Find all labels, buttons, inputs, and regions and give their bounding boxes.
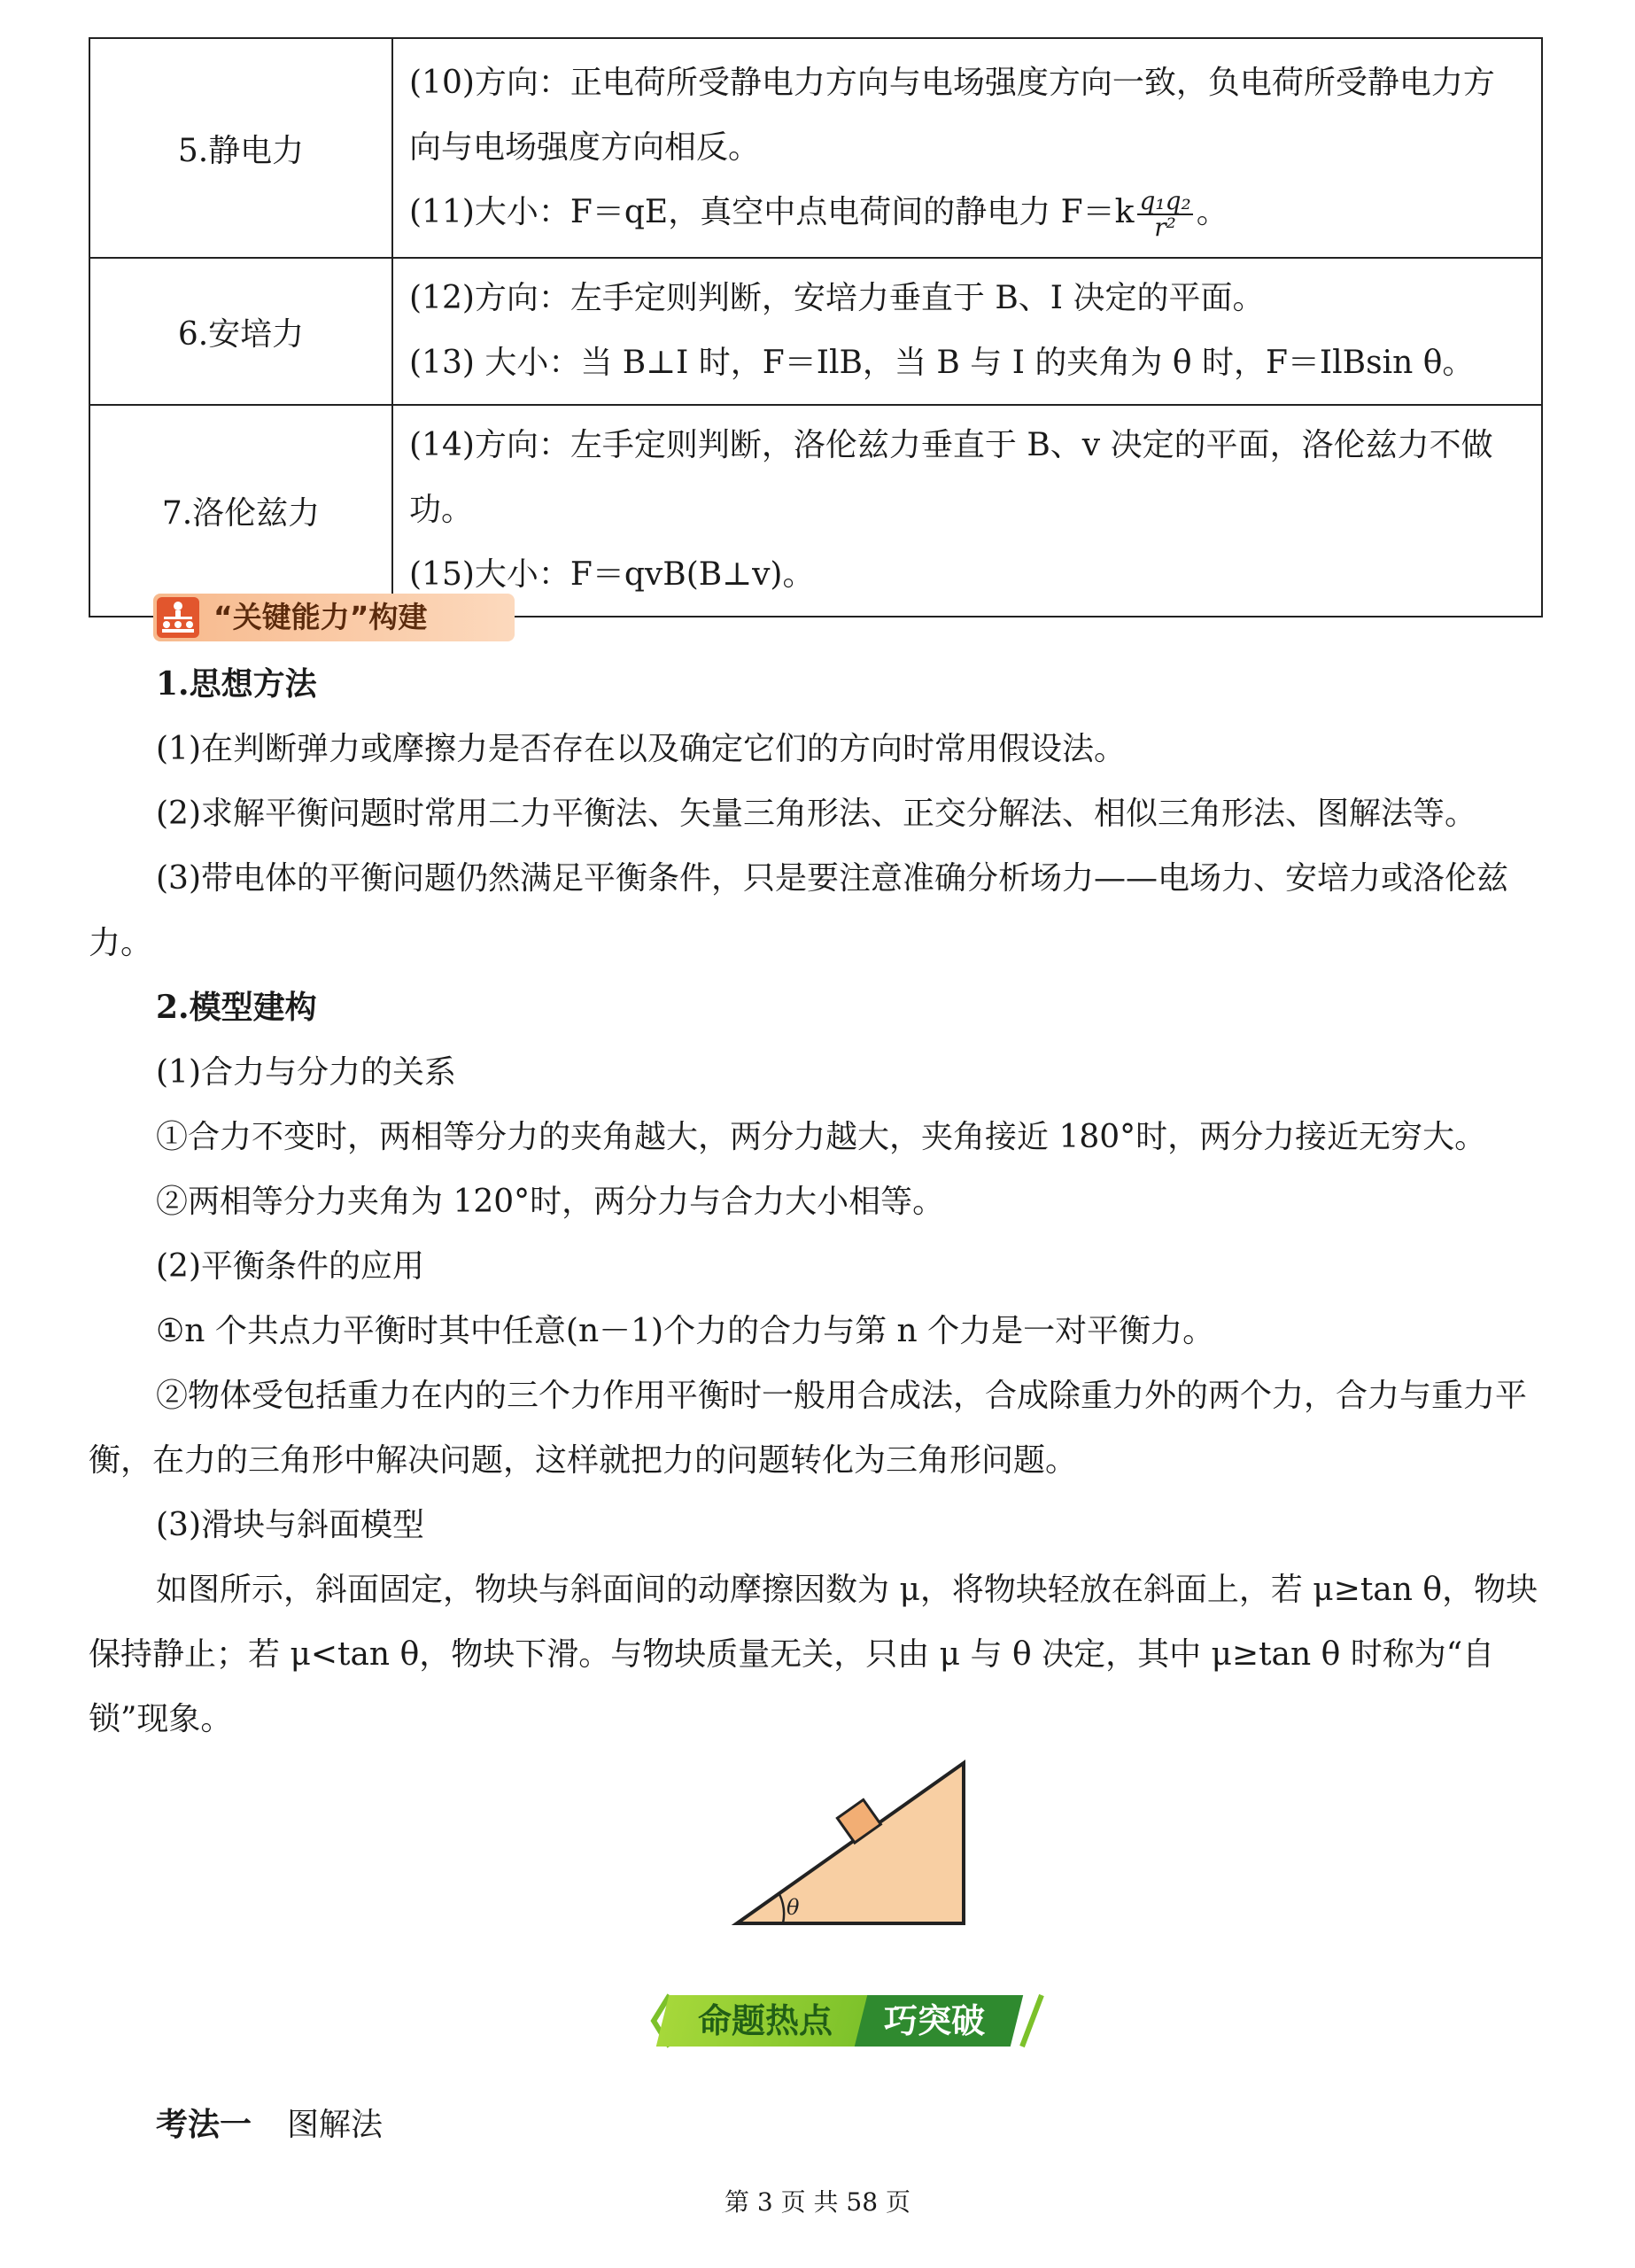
paragraph: ②两相等分力夹角为 120°时，两分力与合力大小相等。: [156, 1184, 945, 1220]
table-row: [89, 38, 1542, 258]
paragraph: ②物体受包括重力在内的三个力作用平衡时一般用合成法，合成除重力外的两个力，合力与重力平衡，在力的三角形中解决问题，这样就把力的问题转化为三角形问题。: [89, 1378, 1528, 1479]
method-label: 考法一: [156, 2106, 252, 2143]
paragraph: (1)在判断弹力或摩擦力是否存在以及确定它们的方向时常用假设法。: [156, 731, 1126, 767]
paragraph: (1)合力与分力的关系: [156, 1054, 456, 1091]
hierarchy-icon: [157, 597, 199, 638]
table-row: [89, 258, 1542, 405]
row-description: [392, 38, 1542, 258]
slash-decoration-icon: [1017, 1992, 1045, 2050]
section-badge-label: “关键能力”构建: [213, 600, 428, 634]
method-heading: [156, 2093, 1612, 2157]
magnitude-text: (11)大小：F＝qE，真空中点电荷间的静电力 F＝k $\frac{\text{q₁q₂}}{\text{r²}}$ 。: [409, 185, 1228, 242]
row-name: 5.静电力: [89, 38, 392, 258]
page-footer: 第 3 页 共 58 页: [725, 2187, 910, 2217]
paragraph: (2)平衡条件的应用: [156, 1248, 424, 1285]
angle-label: θ: [787, 1895, 800, 1920]
banner-right-text: 巧突破: [884, 2001, 986, 2040]
incline-figure: [726, 1750, 974, 1931]
paragraph: (2)求解平衡问题时常用二力平衡法、矢量三角形法、正交分解法、相似三角形法、图解法等。: [156, 796, 1476, 832]
paragraph: ①n 个共点力平衡时其中任意(n－1)个力的合力与第 n 个力是一对平衡力。: [156, 1313, 1215, 1349]
paragraph: ①合力不变时，两相等分力的夹角越大，两分力越大，夹角接近 180°时，两分力接近无穷大。: [156, 1119, 1487, 1155]
direction-text: (10)方向：正电荷所受静电力方向与电场强度方向一致，负电荷所受静电力方向与电场强度方向相反。: [409, 64, 1495, 166]
row-name: 7.洛伦兹力: [89, 405, 392, 617]
magnitude-text: (13) 大小：当 B⊥I 时，F＝IlB，当 B 与 I 的夹角为 θ 时，F＝IlBsin θ。: [409, 345, 1475, 381]
banner-left-text: 命题热点: [698, 2001, 833, 2040]
direction-text: (12)方向：左手定则判断，安培力垂直于 B、I 决定的平面。: [409, 280, 1265, 316]
direction-text: (14)方向：左手定则判断，洛伦兹力垂直于 B、v 决定的平面，洛伦兹力不做功。: [409, 427, 1493, 528]
row-name: 6.安培力: [89, 258, 392, 405]
heading-methods: 1.思想方法: [156, 665, 317, 703]
section-badge: [153, 594, 515, 641]
hot-topics-banner: [647, 1988, 1045, 2055]
paragraph: 如图所示，斜面固定，物块与斜面间的动摩擦因数为 μ，将物块轻放在斜面上，若 μ≥tan θ，物块保持静止；若 μ<tan θ，物块下滑。与物块质量无关，只由 μ 与 θ 决定，其中 μ≥tan θ 时称为“自锁”现象。: [89, 1572, 1538, 1737]
row-description: [392, 405, 1542, 617]
paragraph: (3)带电体的平衡问题仍然满足平衡条件，只是要注意准确分析场力——电场力、安培力或洛伦兹力。: [89, 860, 1508, 961]
method-title: 图解法: [287, 2107, 384, 2143]
incline-triangle: [737, 1763, 964, 1923]
table-row: [89, 405, 1542, 617]
physics-forces-table: [89, 37, 1543, 617]
coulomb-fraction: $\frac{\text{q₁q₂}}{\text{r²}}$: [1139, 185, 1191, 242]
heading-model: 2.模型建构: [156, 989, 317, 1026]
row-description: [392, 258, 1542, 405]
magnitude-text: (15)大小：F＝qvB(B⊥v)。: [409, 556, 815, 593]
paragraph: (3)滑块与斜面模型: [156, 1507, 424, 1543]
